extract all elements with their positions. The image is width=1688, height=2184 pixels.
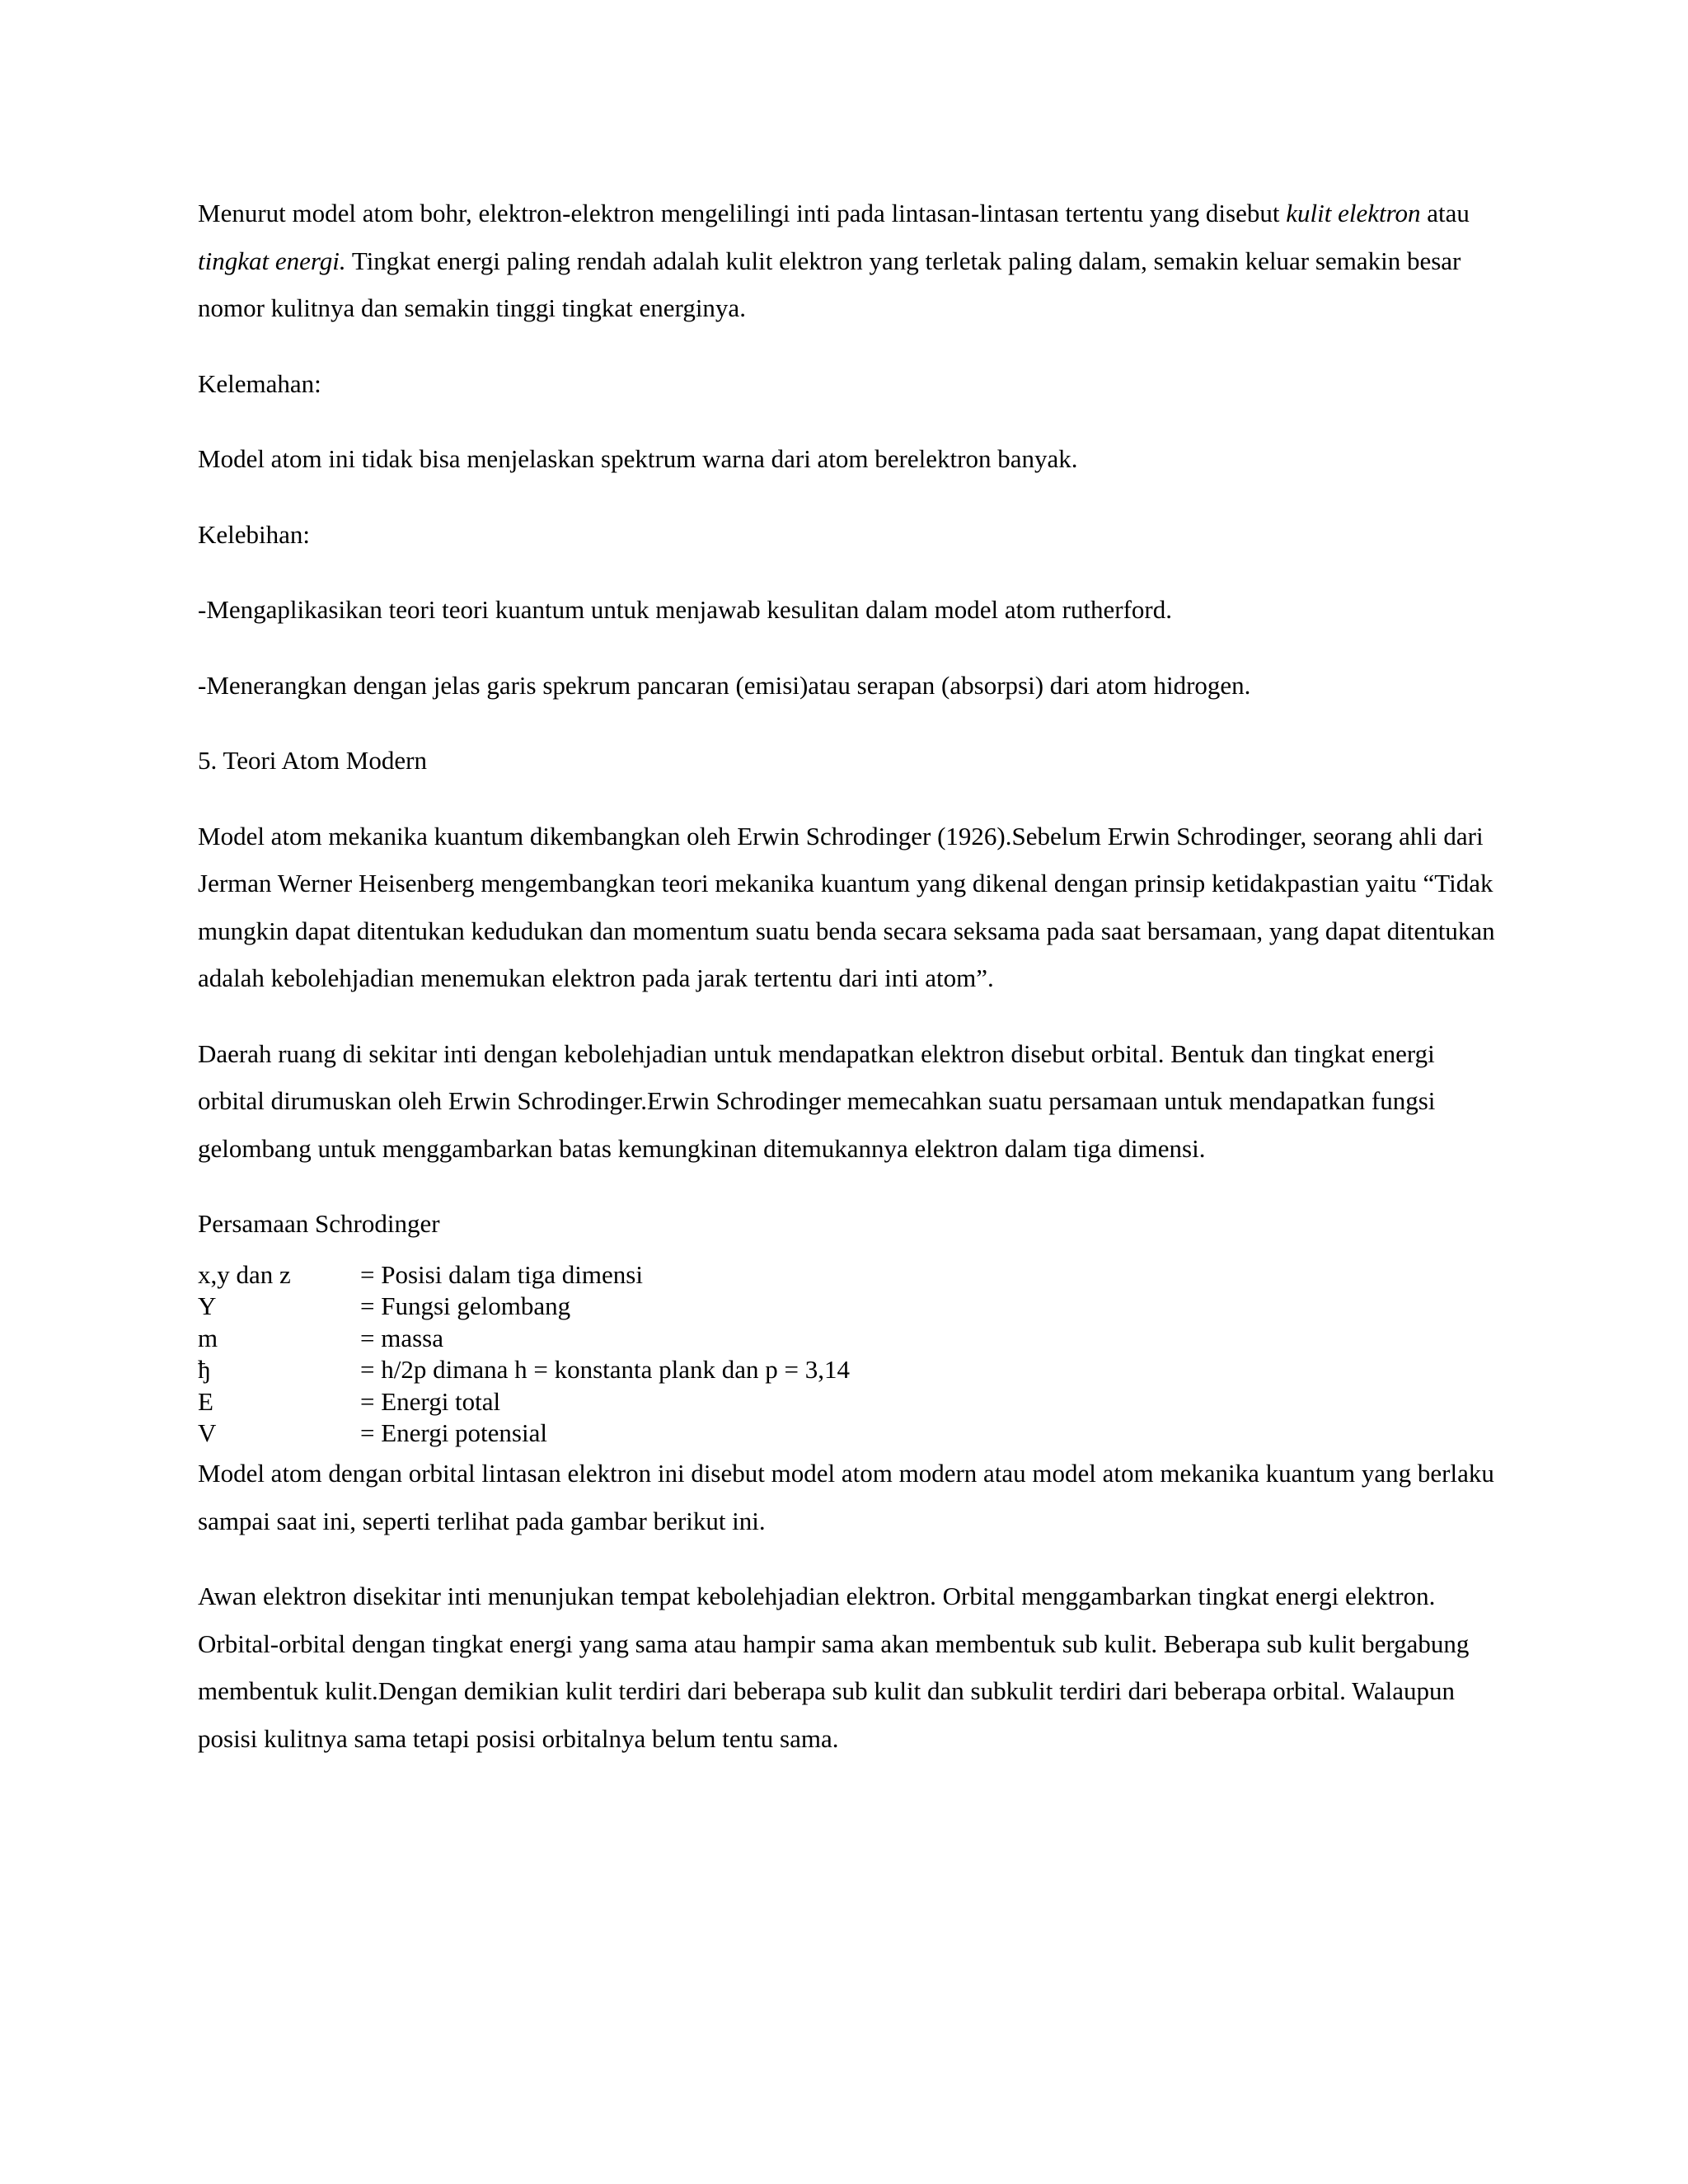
definition-value: = Posisi dalam tiga dimensi	[360, 1259, 643, 1289]
definition-value: = Energi potensial	[360, 1418, 547, 1448]
equation-heading: Persamaan Schrodinger	[198, 1209, 440, 1238]
definition-symbol: V	[198, 1418, 217, 1448]
definition-row	[198, 1386, 1500, 1418]
bohr-text-1: Menurut model atom bohr, elektron-elektron mengelilingi inti pada lintasan-lintasan tertentu yang disebut	[198, 199, 1287, 227]
bohr-text-3: Tingkat energi paling rendah adalah kulit elektron yang terletak paling dalam, semakin keluar semakin besar nomor kulitnya dan semakin tinggi tingkat energinya.	[198, 246, 1461, 322]
kelemahan-text: Model atom ini tidak bisa menjelaskan spektrum warna dari atom berelektron banyak.	[198, 444, 1078, 473]
awan-elektron-paragraph: Awan elektron disekitar inti menunjukan tempat kebolehjadian elektron. Orbital menggambarkan tingkat energi elektron. Orbital-orbital dengan tingkat energi yang sama atau hampir sama akan membentuk sub kulit. Beberapa sub kulit bergabung membentuk kulit.Dengan demikian kulit terdiri dari beberapa sub kulit dan subkulit terdiri dari beberapa orbital. Walaupun posisi kulitnya sama tetapi posisi orbitalnya belum tentu sama.	[198, 1582, 1470, 1753]
definition-symbol: x,y dan z	[198, 1259, 291, 1289]
definition-symbol: m	[198, 1323, 218, 1352]
document-body	[198, 190, 1500, 1790]
definition-value: = Fungsi gelombang	[360, 1291, 571, 1321]
orbital-paragraph: Daerah ruang di sekitar inti dengan kebolehjadian untuk mendapatkan elektron disebut orbital. Bentuk dan tingkat energi orbital dirumuskan oleh Erwin Schrodinger.Erwin Schrodinger memecahkan suatu persamaan untuk mendapatkan fungsi gelombang untuk menggambarkan batas kemungkinan ditemukannya elektron dalam tiga dimensi.	[198, 1038, 1436, 1163]
kelebihan-heading: Kelebihan:	[198, 519, 311, 549]
kelebihan-item: -Menerangkan dengan jelas garis spekrum pancaran (emisi)atau serapan (absorpsi) dari atom hidrogen.	[198, 670, 1251, 700]
definition-row	[198, 1323, 1500, 1355]
definition-row	[198, 1291, 1500, 1323]
bohr-paragraph	[198, 190, 1500, 332]
bohr-text-2: atau	[1420, 199, 1470, 227]
definition-list	[198, 1248, 1500, 1451]
definition-value: = h/2p dimana h = konstanta plank dan p = 3,14	[360, 1355, 850, 1385]
section-heading: 5. Teori Atom Modern	[198, 746, 427, 775]
definition-row	[198, 1259, 1500, 1291]
bohr-term-tingkat-energi: tingkat energi.	[198, 246, 346, 275]
model-modern-paragraph: Model atom dengan orbital lintasan elektron ini disebut model atom modern atau model atom mekanika kuantum yang berlaku sampai saat ini, seperti terlihat pada gambar berikut ini.	[198, 1459, 1494, 1535]
definition-symbol: E	[198, 1386, 213, 1416]
definition-row	[198, 1354, 1500, 1386]
bohr-term-kulit-elektron: kulit elektron	[1286, 199, 1421, 227]
definition-value: = massa	[360, 1323, 443, 1352]
modern-atom-paragraph: Model atom mekanika kuantum dikembangkan oleh Erwin Schrodinger (1926).Sebelum Erwin Schrodinger, seorang ahli dari Jerman Werner Heisenberg mengembangkan teori mekanika kuantum yang dikenal dengan prinsip ketidakpastian yaitu “Tidak mungkin dapat ditentukan kedudukan dan momentum suatu benda secara seksama pada saat bersamaan, yang dapat ditentukan adalah kebolehjadian menemukan elektron pada jarak tertentu dari inti atom”.	[198, 821, 1495, 992]
kelebihan-item: -Mengaplikasikan teori teori kuantum untuk menjawab kesulitan dalam model atom rutherford.	[198, 595, 1172, 624]
definition-row	[198, 1418, 1500, 1450]
definition-value: = Energi total	[360, 1386, 501, 1416]
kelemahan-heading: Kelemahan:	[198, 368, 321, 398]
definition-symbol: Y	[198, 1291, 217, 1321]
definition-symbol: ђ	[198, 1355, 210, 1385]
